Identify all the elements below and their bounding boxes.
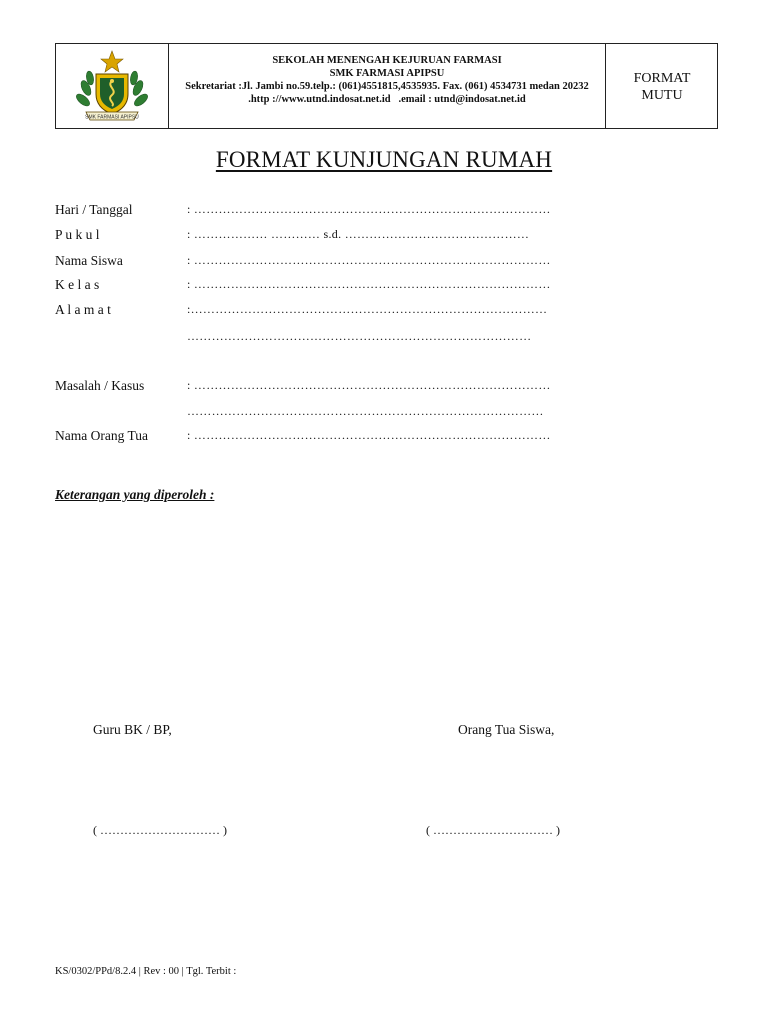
school-address: Sekretariat :Jl. Jambi no.59.telp.: (061)4551815,4535935. Fax. (061) 4534731 medan 20232 bbox=[185, 81, 589, 92]
signature-title-guru: Guru BK / BP, bbox=[93, 722, 172, 737]
mutu-label: MUTU bbox=[641, 88, 683, 103]
document-footer: KS/0302/PPd/8.2.4 | Rev : 00 | Tgl. Terbit : bbox=[55, 966, 237, 977]
field-blank: ………………………………………………………………………… bbox=[187, 329, 532, 343]
keterangan-heading: Keterangan yang diperoleh : bbox=[55, 487, 215, 502]
field-blank: : ……………… ………… s.d. ……………………………………… bbox=[187, 227, 530, 241]
svg-text:SMK FARMASI APIPSU: SMK FARMASI APIPSU bbox=[85, 114, 139, 121]
field-blank: : …………………………………………………………………………… bbox=[187, 428, 551, 442]
field-label: Hari / Tanggal bbox=[55, 202, 133, 217]
field-label: P u k u l bbox=[55, 227, 100, 242]
field-blank: : …………………………………………………………………………… bbox=[187, 277, 551, 291]
field-blank: : …………………………………………………………………………… bbox=[187, 202, 551, 216]
school-info bbox=[169, 44, 606, 128]
field-blank: :…………………………………………………………………………… bbox=[187, 302, 548, 316]
field-label: Nama Orang Tua bbox=[55, 428, 148, 443]
format-mutu-cell bbox=[606, 44, 718, 128]
letterhead bbox=[55, 43, 718, 129]
field-blank: : …………………………………………………………………………… bbox=[187, 378, 551, 392]
field-label: A l a m a t bbox=[55, 302, 111, 317]
signature-line-orang-tua: ( ………………………… ) bbox=[426, 823, 560, 837]
school-emblem-icon bbox=[70, 48, 154, 126]
logo-cell bbox=[56, 44, 169, 128]
page-title: FORMAT KUNJUNGAN RUMAH bbox=[215, 147, 553, 172]
field-blank: : …………………………………………………………………………… bbox=[187, 253, 551, 267]
field-label: K e l a s bbox=[55, 277, 100, 292]
school-name: SEKOLAH MENENGAH KEJURUAN FARMASI bbox=[272, 55, 502, 66]
signature-title-orang-tua: Orang Tua Siswa, bbox=[458, 722, 555, 737]
format-label: FORMAT bbox=[633, 71, 691, 86]
field-label: Masalah / Kasus bbox=[55, 378, 145, 393]
signature-line-guru: ( ………………………… ) bbox=[93, 823, 227, 837]
school-short-name: SMK FARMASI APIPSU bbox=[329, 68, 445, 79]
school-contact: .http ://www.utnd.indosat.net.id .email : utnd@indosat.net.id bbox=[248, 94, 526, 105]
field-blank: …………………………………………………………………………… bbox=[187, 404, 544, 418]
field-label: Nama Siswa bbox=[55, 253, 123, 268]
